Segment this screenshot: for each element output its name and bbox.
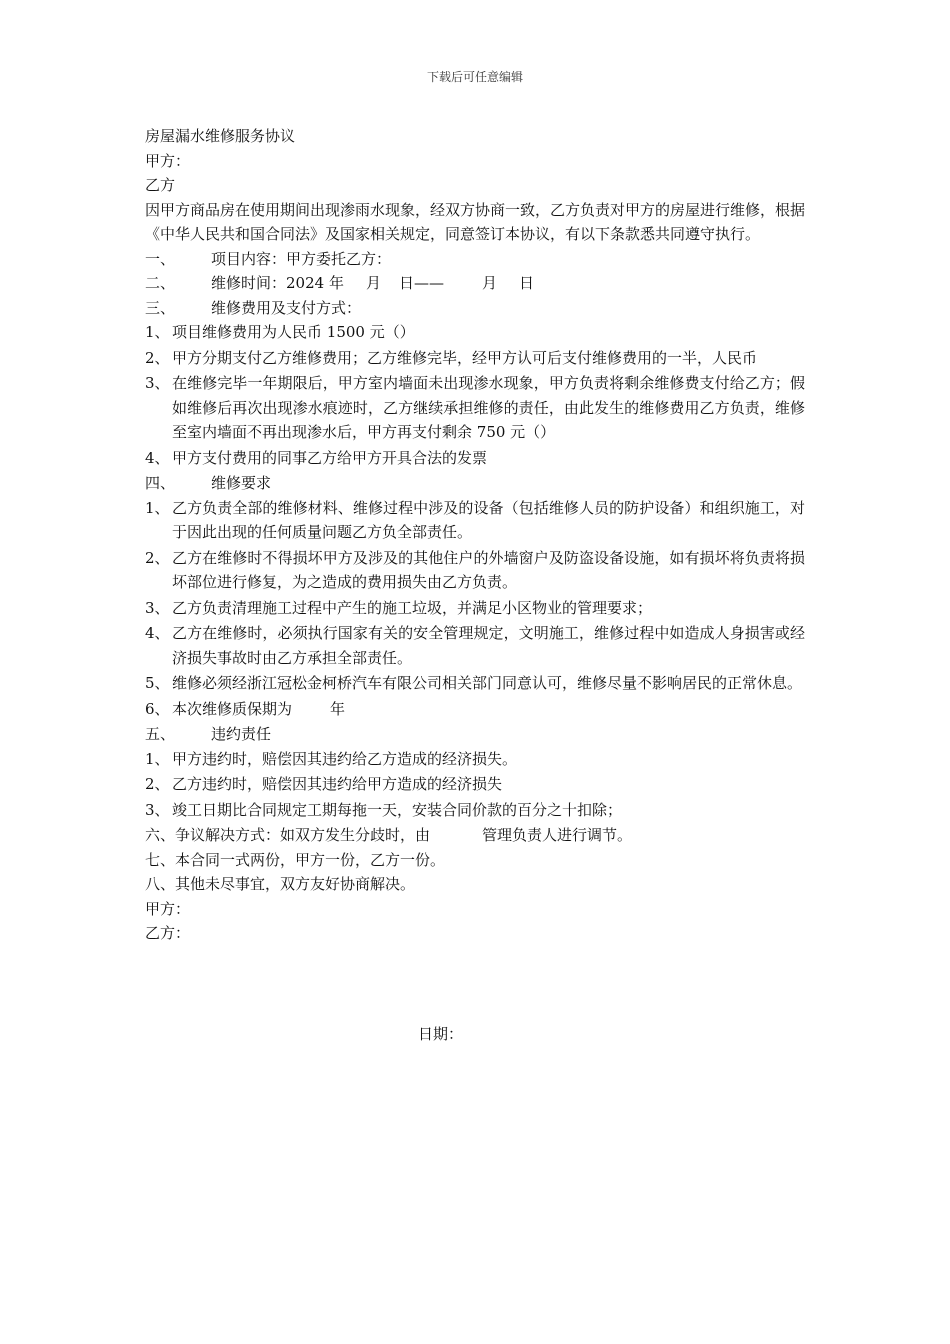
section-number: 三、 [145, 298, 176, 317]
list-item [145, 320, 805, 345]
item-number: 1、 [145, 323, 170, 341]
item-text: 乙方在维修时，必须执行国家有关的安全管理规定，文明施工，维修过程中如造成人身损害或经济损失事故时由乙方承担全部责任。 [172, 624, 805, 667]
item-number: 2、 [145, 348, 170, 367]
list-item [145, 772, 805, 797]
list-item [145, 798, 805, 823]
intro-paragraph: 因甲方商品房在使用期间出现渗雨水现象，经双方协商一致，乙方负责对甲方的房屋进行维修，根据《中华人民共和国合同法》及国家相关规定，同意签订本协议，有以下条款悉共同遵守执行。 [145, 200, 806, 243]
warranty-text: 本次维修质保期为 [172, 699, 293, 718]
item-text: 在维修完毕一年期限后，甲方室内墙面未出现渗水现象，甲方负责将剩余维修费支付给乙方；假如维修后再次出现渗水痕迹时，乙方继续承担维修的责任，由此发生的维修费用乙方负责，维修至室内墙面不再出现渗水后，甲方再支付剩余 750 元（） [172, 374, 805, 441]
item-text: 乙方负责清理施工过程中产生的施工垃圾，并满足小区物业的管理要求； [172, 598, 653, 617]
item-number: 2、 [145, 775, 170, 793]
section-number: 一、 [145, 249, 176, 268]
warranty-suffix: 年 [330, 699, 346, 718]
list-item [145, 671, 805, 696]
section-text: 维修费用及支付方式： [211, 298, 362, 317]
repair-month-start: 月 [365, 274, 381, 292]
list-item [145, 496, 805, 545]
list-item [145, 747, 805, 772]
list-item [145, 596, 805, 621]
item-text: 甲方支付费用的同事乙方给甲方开具合法的发票 [172, 448, 488, 467]
section-text: 维修要求 [211, 474, 272, 492]
section-copies: 七、本合同一式两份，甲方一份，乙方一份。 [145, 850, 446, 869]
item-text: 甲方分期支付乙方维修费用；乙方维修完毕，经甲方认可后支付维修费用的一半，人民币 [172, 348, 758, 367]
list-item [145, 621, 805, 670]
section-other: 八、其他未尽事宜，双方友好协商解决。 [145, 875, 416, 893]
repair-day-start: 日—— [398, 274, 444, 292]
item-number: 2、 [145, 548, 170, 567]
list-item [145, 371, 805, 445]
item-text: 竣工日期比合同规定工期每拖一天，安装合同价款的百分之十扣除； [172, 800, 623, 819]
repair-time-label: 维修时间：2024 年 [211, 274, 344, 292]
agreement-body [145, 124, 805, 946]
list-item [145, 346, 805, 371]
date-label: 日期： [418, 1025, 464, 1043]
item-number: 4、 [145, 448, 170, 467]
section-project-content [145, 247, 805, 272]
section-dispute [145, 823, 805, 848]
document-title: 房屋漏水维修服务协议 [145, 127, 296, 145]
item-text: 维修必须经浙江冠松金柯桥汽车有限公司相关部门同意认可，维修尽量不影响居民的正常休息。 [172, 674, 803, 692]
item-number: 1、 [145, 749, 170, 768]
repair-day-end: 日 [519, 274, 535, 292]
section-number: 二、 [145, 274, 176, 292]
item-number: 3、 [145, 598, 170, 617]
signature-party-a: 甲方： [145, 899, 191, 918]
dispute-text-part1: 六、争议解决方式：如双方发生分歧时，由 [145, 826, 431, 844]
item-text: 乙方违约时，赔偿因其违约给甲方造成的经济损失 [172, 775, 503, 793]
section-text: 违约责任 [211, 725, 272, 743]
section-text: 项目内容：甲方委托乙方： [211, 249, 392, 268]
party-a-label: 甲方： [145, 151, 191, 170]
section-liability [145, 722, 805, 747]
item-number: 3、 [145, 374, 170, 392]
list-item [145, 697, 805, 722]
item-number: 4、 [145, 624, 170, 642]
item-number: 5、 [145, 674, 170, 692]
list-item [145, 446, 805, 471]
list-item [145, 546, 805, 595]
item-number: 1、 [145, 498, 170, 517]
dispute-text-part2: 管理负责人进行调节。 [482, 826, 633, 844]
item-number: 3、 [145, 800, 170, 819]
section-repair-time [145, 271, 805, 296]
party-b-label: 乙方 [145, 176, 176, 194]
item-number: 6、 [145, 699, 170, 718]
page-header-note: 下载后可任意编辑 [426, 70, 523, 84]
section-fees [145, 296, 805, 321]
section-number: 五、 [145, 725, 176, 743]
section-requirements [145, 471, 805, 496]
repair-month-end: 月 [481, 274, 497, 292]
item-text [172, 697, 805, 722]
item-text: 甲方违约时，赔偿因其违约给乙方造成的经济损失。 [172, 749, 518, 768]
section-text [211, 271, 534, 296]
item-text: 乙方在维修时不得损坏甲方及涉及的其他住户的外墙窗户及防盗设备设施，如有损坏将负责将损坏部位进行修复，为之造成的费用损失由乙方负责。 [172, 548, 805, 591]
item-text: 乙方负责全部的维修材料、维修过程中涉及的设备（包括维修人员的防护设备）和组织施工，对于因此出现的任何质量问题乙方负全部责任。 [172, 498, 805, 541]
item-text: 项目维修费用为人民币 1500 元（） [172, 323, 415, 341]
signature-party-b: 乙方： [145, 924, 191, 942]
section-number: 四、 [145, 474, 176, 492]
